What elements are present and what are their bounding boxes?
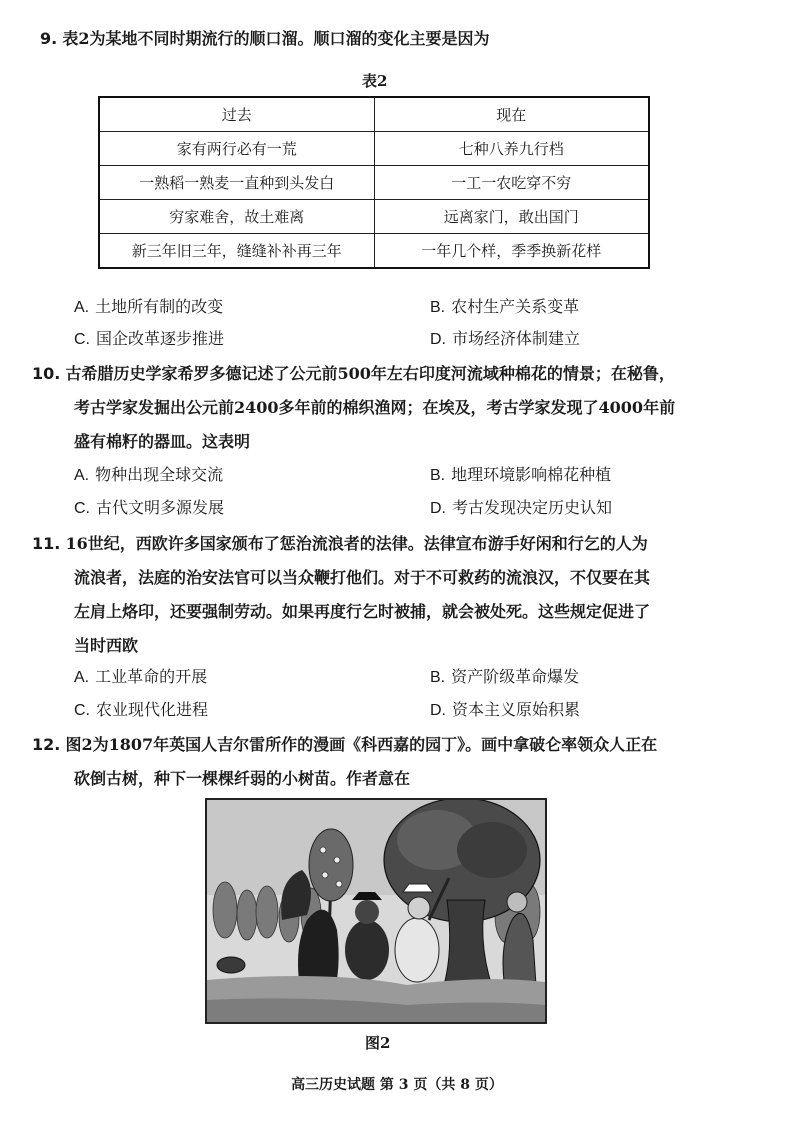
option-letter: D.	[430, 500, 446, 517]
option-a[interactable]	[74, 666, 207, 689]
cartoon-illustration	[207, 800, 545, 1022]
column-header: 过去	[99, 97, 374, 132]
option-b[interactable]	[430, 464, 611, 487]
option-text: 农村生产关系变革	[451, 297, 580, 316]
question-text: 表2为某地不同时期流行的顺口溜。顺口溜的变化主要是因为	[62, 29, 490, 48]
option-c[interactable]	[74, 328, 224, 351]
table-cell: 一年几个样，季季换新花样	[374, 234, 649, 269]
question-9-stem	[40, 22, 489, 55]
option-letter: D.	[430, 331, 446, 348]
option-text: 物种出现全球交流	[95, 465, 224, 484]
table-cell: 七种八养九行档	[374, 132, 649, 166]
question-text-line: 古希腊历史学家希罗多德记述了公元前500年左右印度河流域种棉花的情景；在秘鲁，	[65, 364, 675, 383]
option-text: 农业现代化进程	[96, 700, 209, 719]
table-row	[99, 200, 649, 234]
table-cell: 一工一农吃穿不穷	[374, 166, 649, 200]
option-c[interactable]	[74, 699, 208, 722]
option-letter: C.	[74, 500, 90, 517]
table-cell: 家有两行必有一荒	[99, 132, 374, 166]
option-letter: C.	[74, 702, 90, 719]
table-cell: 新三年旧三年，缝缝补补再三年	[99, 234, 374, 269]
table-row	[99, 166, 649, 200]
table-row	[99, 132, 649, 166]
question-text-line: 左肩上烙印，还要强制劳动。如果再度行乞时被捕，就会被处死。这些规定促进了	[74, 602, 651, 621]
question-text-line: 盛有棉籽的器皿。这表明	[74, 432, 251, 451]
option-text: 资本主义原始积累	[452, 700, 581, 719]
cartoon-image	[205, 798, 547, 1024]
page-footer: 高三历史试题 第 3 页（共 8 页）	[291, 1077, 503, 1093]
option-text: 国企改革逐步推进	[96, 329, 225, 348]
option-c[interactable]	[74, 497, 224, 520]
table-cell: 一熟稻一熟麦一直种到头发白	[99, 166, 374, 200]
question-text-line: 16世纪，西欧许多国家颁布了惩治流浪者的法律。法律宣布游手好闲和行乞的人为	[65, 534, 648, 553]
question-10-stem	[32, 357, 675, 390]
table-caption: 表2	[362, 72, 388, 90]
question-number: 12.	[32, 735, 61, 754]
option-letter: B.	[430, 669, 446, 686]
option-text: 资产阶级革命爆发	[451, 667, 580, 686]
question-12-stem	[32, 728, 657, 761]
option-a[interactable]	[74, 464, 223, 487]
table-row	[99, 234, 649, 269]
table-header-row	[99, 97, 649, 132]
table-cell: 穷家难舍，故土难离	[99, 200, 374, 234]
question-text-line: 流浪者，法庭的治安法官可以当众鞭打他们。对于不可救药的流浪汉，不仅要在其	[74, 568, 651, 587]
column-header: 现在	[374, 97, 649, 132]
option-d[interactable]	[430, 497, 612, 520]
question-text-line: 当时西欧	[74, 636, 139, 655]
option-b[interactable]	[430, 296, 579, 319]
question-text-line: 图2为1807年英国人吉尔雷所作的漫画《科西嘉的园丁》。画中拿破仑率领众人正在	[65, 735, 658, 754]
question-text-line: 考古学家发掘出公元前2400多年前的棉织渔网；在埃及，考古学家发现了4000年前	[74, 398, 676, 417]
question-text-line: 砍倒古树，种下一棵棵纤弱的小树苗。作者意在	[74, 769, 411, 788]
option-a[interactable]	[74, 296, 223, 319]
table-2	[98, 96, 650, 269]
option-d[interactable]	[430, 699, 580, 722]
option-d[interactable]	[430, 328, 580, 351]
option-letter: C.	[74, 331, 90, 348]
option-text: 土地所有制的改变	[95, 297, 224, 316]
question-number: 9.	[40, 29, 58, 48]
option-b[interactable]	[430, 666, 579, 689]
option-letter: B.	[430, 467, 446, 484]
option-text: 古代文明多源发展	[96, 498, 225, 517]
option-letter: A.	[74, 669, 90, 686]
question-number: 10.	[32, 364, 61, 383]
question-number: 11.	[32, 534, 61, 553]
option-text: 工业革命的开展	[95, 667, 208, 686]
table-cell: 远离家门，敢出国门	[374, 200, 649, 234]
option-letter: A.	[74, 299, 90, 316]
option-letter: D.	[430, 702, 446, 719]
question-11-stem	[32, 527, 648, 560]
option-text: 考古发现决定历史认知	[452, 498, 613, 517]
option-text: 市场经济体制建立	[452, 329, 581, 348]
option-letter: B.	[430, 299, 446, 316]
option-letter: A.	[74, 467, 90, 484]
figure-caption: 图2	[365, 1034, 391, 1052]
option-text: 地理环境影响棉花种植	[451, 465, 612, 484]
